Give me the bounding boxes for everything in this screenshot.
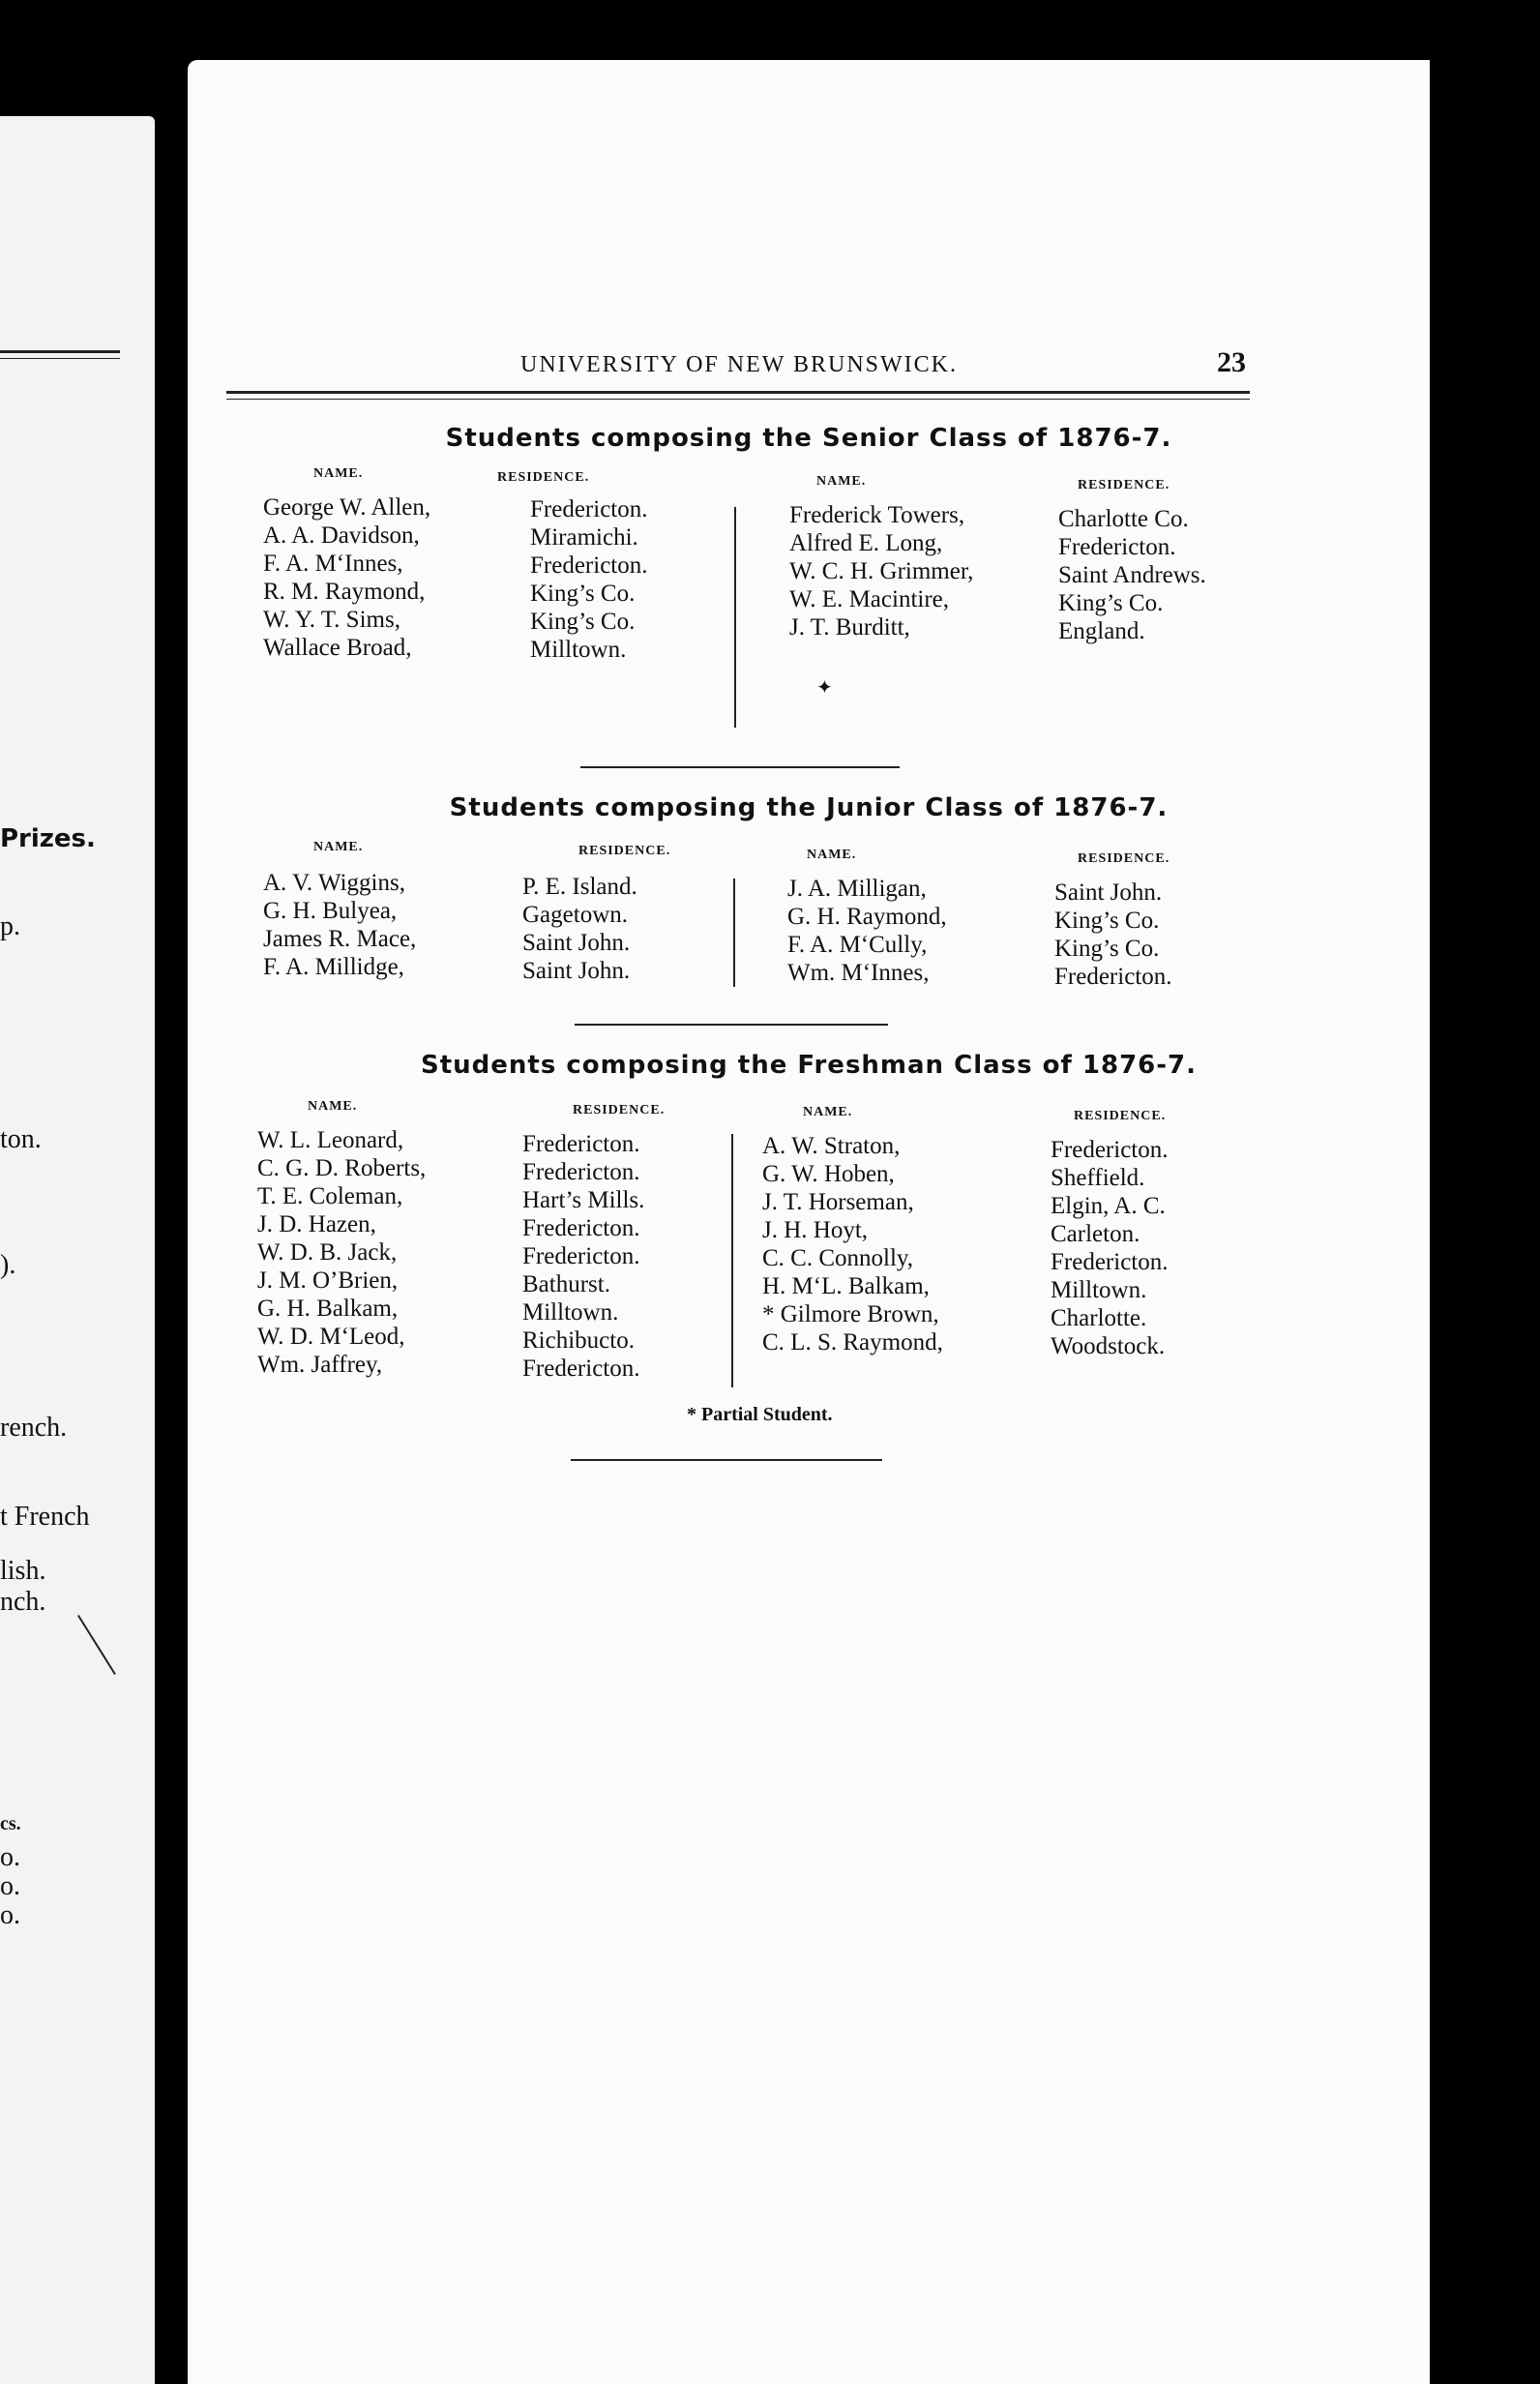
- page-number: 23: [1217, 346, 1246, 378]
- freshman-class-heading: Students composing the Freshman Class of 1876-7.: [420, 1051, 1198, 1080]
- student-name: F. A. M‘Cully,: [787, 932, 928, 958]
- student-name: C. L. S. Raymond,: [762, 1329, 943, 1356]
- senior-left-names: [263, 493, 430, 662]
- student-name: W. D. B. Jack,: [257, 1239, 398, 1266]
- section-divider: [580, 766, 900, 768]
- student-residence: England.: [1058, 618, 1145, 644]
- student-residence: Fredericton.: [522, 1215, 640, 1241]
- student-residence: Miramichi.: [530, 524, 638, 551]
- left-fragment: p.: [0, 911, 20, 941]
- student-name: W. C. H. Grimmer,: [789, 558, 974, 584]
- student-residence: Hart’s Mills.: [522, 1187, 645, 1213]
- freshman-left-residence-label: RESIDENCE.: [573, 1103, 666, 1118]
- student-residence: Fredericton.: [522, 1159, 640, 1185]
- student-residence: Woodstock.: [1051, 1333, 1166, 1359]
- student-name: * Gilmore Brown,: [762, 1301, 939, 1327]
- student-residence: Sheffield.: [1051, 1165, 1145, 1191]
- student-name: T. E. Coleman,: [257, 1183, 403, 1209]
- senior-right-residences: [1058, 505, 1206, 645]
- header-rule-thick: [226, 391, 1250, 394]
- book-gutter: [155, 0, 188, 2384]
- student-residence: Fredericton.: [530, 552, 648, 579]
- student-residence: Saint Andrews.: [1058, 562, 1206, 588]
- student-name: Frederick Towers,: [789, 502, 965, 528]
- freshman-right-names: [762, 1132, 943, 1356]
- student-name: J. M. O’Brien,: [257, 1267, 399, 1294]
- senior-left-name-label: NAME.: [313, 466, 364, 481]
- student-name: A. A. Davidson,: [263, 522, 420, 549]
- junior-right-residences: [1054, 879, 1171, 991]
- senior-right-residence-label: RESIDENCE.: [1078, 478, 1170, 492]
- left-fragment: ton.: [0, 1124, 42, 1154]
- junior-class-heading: Students composing the Junior Class of 1876-7.: [449, 793, 1169, 822]
- junior-left-residence-label: RESIDENCE.: [578, 844, 671, 858]
- freshman-right-name-label: NAME.: [803, 1105, 853, 1119]
- section-divider: [575, 1024, 888, 1026]
- left-page-rule-thin: [0, 358, 120, 359]
- document-page: [188, 60, 1430, 2384]
- student-residence: Fredericton.: [522, 1243, 640, 1269]
- student-name: J. T. Horseman,: [762, 1189, 914, 1215]
- student-residence: Charlotte.: [1051, 1305, 1147, 1331]
- student-name: F. A. Millidge,: [263, 954, 404, 980]
- student-name: G. H. Bulyea,: [263, 898, 398, 924]
- left-fragment: nch.: [0, 1587, 46, 1617]
- student-residence: Bathurst.: [522, 1271, 610, 1297]
- student-name: R. M. Raymond,: [263, 579, 426, 605]
- student-residence: Fredericton.: [522, 1131, 640, 1157]
- left-fragment: o.: [0, 1900, 20, 1930]
- partial-student-footnote: * Partial Student.: [687, 1404, 833, 1425]
- student-residence: King’s Co.: [530, 581, 636, 607]
- student-residence: Fredericton.: [1054, 964, 1172, 990]
- junior-column-divider: [733, 879, 735, 987]
- left-fragment-prizes: Prizes.: [0, 824, 96, 853]
- student-residence: Charlotte Co.: [1058, 506, 1189, 532]
- student-name: W. D. M‘Leod,: [257, 1324, 405, 1350]
- student-name: C. G. D. Roberts,: [257, 1155, 427, 1181]
- student-residence: P. E. Island.: [522, 874, 637, 900]
- student-residence: Saint John.: [1054, 879, 1163, 906]
- left-fragment: lish.: [0, 1556, 46, 1586]
- student-name: G. W. Hoben,: [762, 1161, 895, 1187]
- student-residence: Fredericton.: [522, 1356, 640, 1382]
- left-fragment: t French: [0, 1502, 90, 1532]
- adjacent-page-fragment: [0, 116, 155, 2384]
- left-fragment: rench.: [0, 1413, 68, 1443]
- left-fragment: ).: [0, 1250, 16, 1280]
- junior-left-name-label: NAME.: [313, 840, 364, 854]
- senior-column-divider: [734, 507, 736, 728]
- freshman-left-name-label: NAME.: [308, 1099, 358, 1114]
- left-fragment: cs.: [0, 1813, 21, 1834]
- student-residence: Milltown.: [522, 1299, 619, 1326]
- left-fragment: o.: [0, 1842, 20, 1872]
- student-residence: Fredericton.: [1051, 1137, 1169, 1163]
- student-name: W. E. Macintire,: [789, 586, 950, 612]
- junior-left-names: [263, 869, 416, 981]
- student-name: J. A. Milligan,: [787, 876, 927, 902]
- section-divider: [571, 1459, 882, 1461]
- student-name: James R. Mace,: [263, 926, 417, 952]
- junior-right-residence-label: RESIDENCE.: [1078, 851, 1170, 866]
- student-residence: Fredericton.: [530, 496, 648, 522]
- junior-right-names: [787, 875, 947, 987]
- student-residence: Saint John.: [522, 930, 631, 956]
- student-residence: Saint John.: [522, 958, 631, 984]
- senior-left-residence-label: RESIDENCE.: [497, 470, 590, 485]
- freshman-right-residence-label: RESIDENCE.: [1074, 1109, 1167, 1123]
- freshman-left-residences: [522, 1130, 644, 1383]
- student-name: George W. Allen,: [263, 494, 431, 521]
- student-name: W. L. Leonard,: [257, 1127, 404, 1153]
- student-name: G. H. Balkam,: [257, 1296, 399, 1322]
- student-name: G. H. Raymond,: [787, 904, 947, 930]
- junior-right-name-label: NAME.: [807, 848, 857, 862]
- printer-mark: ✦: [816, 677, 833, 699]
- student-name: A. V. Wiggins,: [263, 870, 405, 896]
- left-fragment: o.: [0, 1871, 20, 1901]
- student-name: F. A. M‘Innes,: [263, 551, 403, 577]
- student-residence: Fredericton.: [1058, 534, 1176, 560]
- student-residence: Milltown.: [1051, 1277, 1147, 1303]
- student-residence: King’s Co.: [1054, 908, 1160, 934]
- student-name: H. M‘L. Balkam,: [762, 1273, 930, 1299]
- student-name: Wm. M‘Innes,: [787, 960, 930, 986]
- running-header: UNIVERSITY OF NEW BRUNSWICK.: [520, 352, 958, 377]
- student-name: J. T. Burditt,: [789, 614, 910, 641]
- senior-right-names: [789, 501, 973, 641]
- student-residence: Gagetown.: [522, 902, 628, 928]
- student-residence: Fredericton.: [1051, 1249, 1169, 1275]
- freshman-column-divider: [731, 1134, 733, 1387]
- student-name: C. C. Connolly,: [762, 1245, 914, 1271]
- student-residence: King’s Co.: [1054, 936, 1160, 962]
- student-residence: Milltown.: [530, 637, 627, 663]
- student-residence: King’s Co.: [1058, 590, 1164, 616]
- student-name: Alfred E. Long,: [789, 530, 943, 556]
- student-name: Wallace Broad,: [263, 635, 412, 661]
- freshman-left-names: [257, 1126, 426, 1379]
- student-residence: Carleton.: [1051, 1221, 1140, 1247]
- left-page-rule: [0, 350, 120, 353]
- student-name: A. W. Straton,: [762, 1133, 901, 1159]
- student-name: J. H. Hoyt,: [762, 1217, 869, 1243]
- student-name: J. D. Hazen,: [257, 1211, 376, 1237]
- freshman-right-residences: [1051, 1136, 1168, 1360]
- left-page-stroke: [77, 1615, 116, 1675]
- senior-left-residences: [530, 495, 647, 664]
- student-residence: Elgin, A. C.: [1051, 1193, 1166, 1219]
- student-name: W. Y. T. Sims,: [263, 607, 400, 633]
- student-name: Wm. Jaffrey,: [257, 1352, 383, 1378]
- student-residence: Richibucto.: [522, 1327, 635, 1354]
- senior-class-heading: Students composing the Senior Class of 1876-7.: [445, 424, 1172, 453]
- student-residence: King’s Co.: [530, 609, 636, 635]
- header-rule-thin: [226, 399, 1250, 400]
- junior-left-residences: [522, 873, 637, 985]
- senior-right-name-label: NAME.: [816, 474, 867, 489]
